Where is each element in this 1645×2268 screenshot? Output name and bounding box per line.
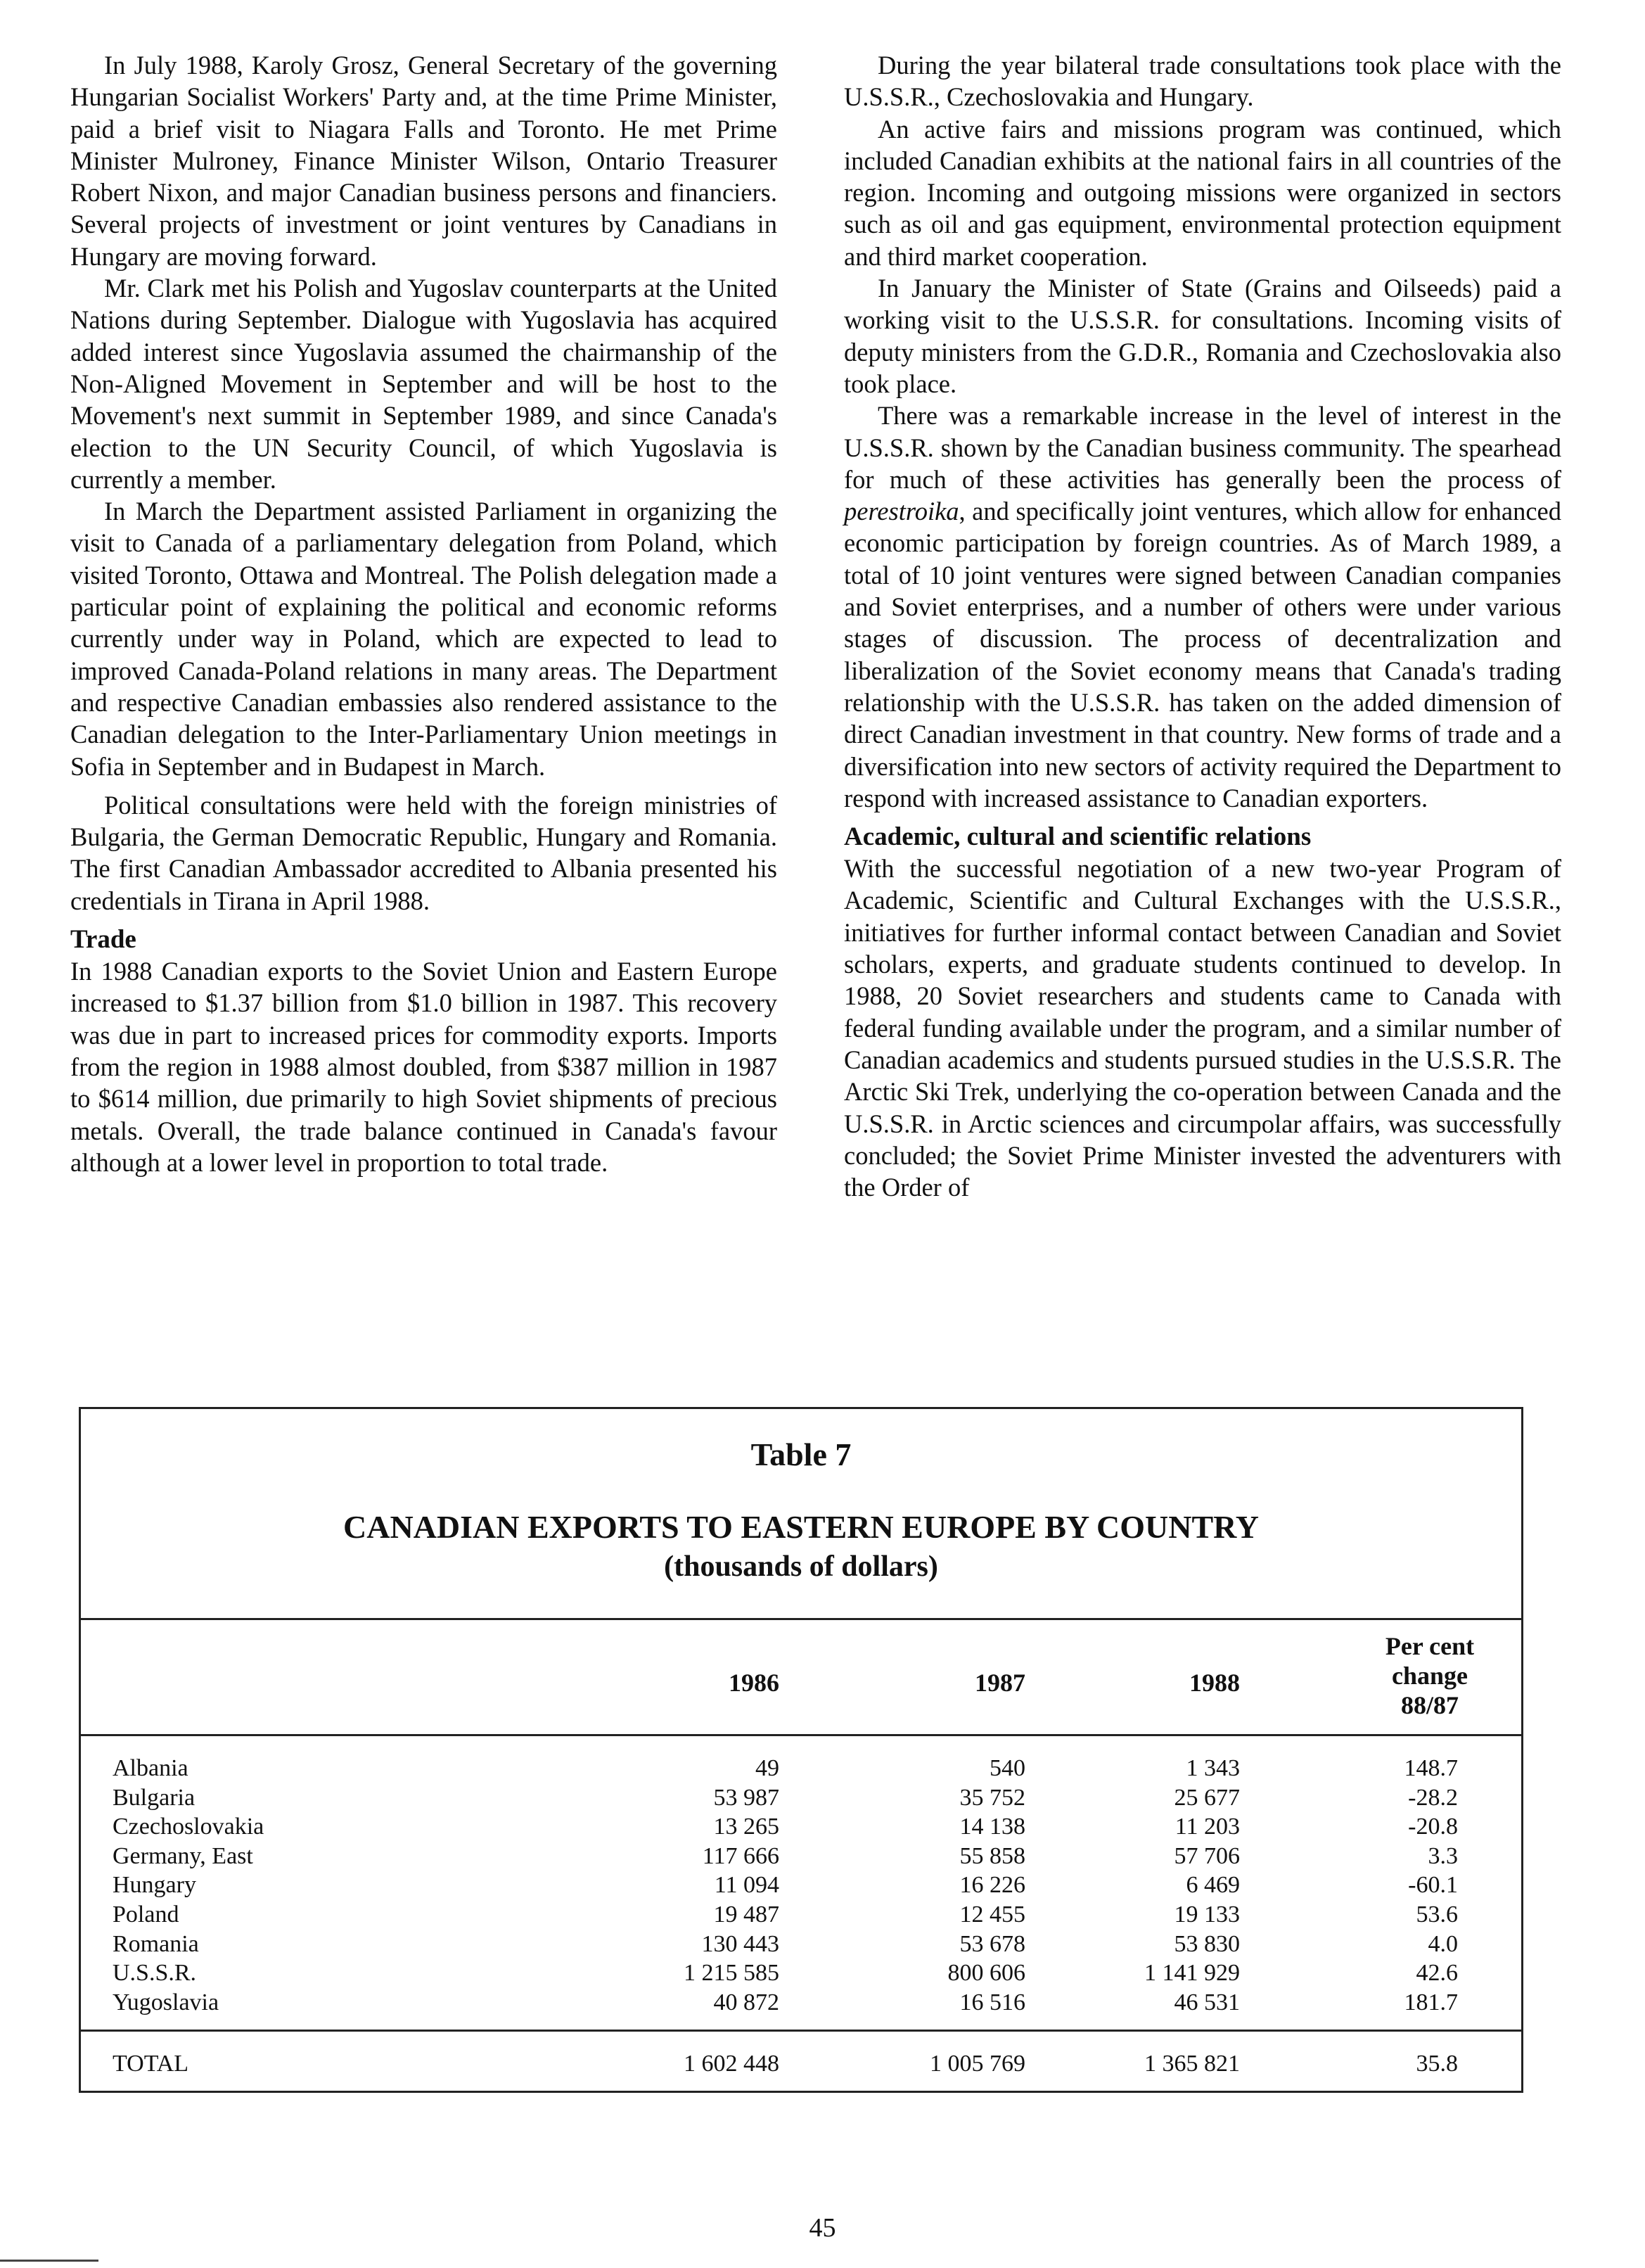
- value-1987: 14 138: [959, 1814, 1025, 1840]
- value-1988: 6 469: [1186, 1872, 1240, 1899]
- value-1986: 19 487: [713, 1901, 779, 1928]
- value-1988: 11 203: [1174, 1814, 1240, 1840]
- table-row: [81, 1958, 1521, 1988]
- table-subtitle: (thousands of dollars): [664, 1550, 938, 1583]
- value-percent-change: 4.0: [1428, 1930, 1458, 1957]
- paragraph-text: , and specifically joint ventures, which allow for enhanced economic participation by foreign countries. As of March 1989, a total of 10 joint ventures were signed between Canadian companies and Soviet enterprises, and a number of others were under various stages of discussion. The process of decentralization and liberalization of the Soviet economy means that Canada's trading relationship with the U.S.S.R. has taken on the added dimension of direct Canadian investment in that country. New forms of trade and a diversification into new sectors of activity required the Department to respond with increased assistance to Canadian exporters.: [844, 497, 1561, 813]
- value-1988: 46 531: [1174, 1989, 1240, 2015]
- value-1988: 19 133: [1174, 1901, 1240, 1928]
- table-row: [81, 1871, 1521, 1900]
- right-column: [844, 49, 1561, 1203]
- paragraph: In January the Minister of State (Grains and Oilseeds) paid a working visit to the U.S.S.R. for consultations. Incoming visits of deputy ministers from the G.D.R., Romania and Czechoslovakia also took place.: [844, 274, 1561, 398]
- header-percent-change: [1359, 1631, 1500, 1720]
- value-1986: 1 215 585: [684, 1960, 779, 1987]
- table-row: [81, 1842, 1521, 1871]
- exports-table: [79, 1407, 1523, 2093]
- value-1988: 1 343: [1186, 1755, 1240, 1781]
- value-1986: 117 666: [702, 1842, 779, 1869]
- value-1986: 40 872: [713, 1989, 779, 2015]
- paragraph-text: There was a remarkable increase in the level of interest in the U.S.S.R. shown by the Canadian business community. The spearhead for much of these activities has generally been the process of: [844, 401, 1561, 494]
- table-rule: [81, 2030, 1521, 2032]
- table-row: [81, 1930, 1521, 1959]
- value-percent-change: -60.1: [1408, 1872, 1458, 1899]
- value-percent-change: -28.2: [1408, 1784, 1458, 1811]
- table-rule: [81, 1618, 1521, 1620]
- paragraph: An active fairs and missions program was continued, which included Canadian exhibits at the national fairs in all countries of the region. Incoming and outgoing missions were organized in sectors such as oil and gas equipment, environmental protection equipment and third market cooperation.: [844, 114, 1561, 271]
- table-label: Table 7: [750, 1436, 852, 1472]
- paragraph: During the year bilateral trade consultations took place with the U.S.S.R., Czechoslovakia and Hungary.: [844, 51, 1561, 112]
- paragraph: [844, 400, 1561, 814]
- value-1986: 13 265: [713, 1814, 779, 1840]
- value-1986: 49: [755, 1755, 779, 1781]
- paragraph: Mr. Clark met his Polish and Yugoslav counterparts at the United Nations during September. Dialogue with Yugoslavia has acquired added interest since Yugoslavia assumed the chairmanship of the Non-Aligned Movement in September and will be host to the Movement's next summit in September 1989, and since Canada's election to the UN Security Council, of which Yugoslavia is currently a member.: [70, 274, 777, 494]
- section-heading-academic: Academic, cultural and scientific relations: [844, 822, 1312, 852]
- header-1987: 1987: [975, 1669, 1025, 1697]
- value-1988: 1 365 821: [1144, 2051, 1240, 2077]
- country-cell: Yugoslavia: [113, 1989, 219, 2015]
- left-column: [70, 49, 777, 1178]
- value-1986: 11 094: [714, 1872, 779, 1899]
- value-1987: 55 858: [959, 1842, 1025, 1869]
- country-cell: U.S.S.R.: [113, 1960, 197, 1987]
- value-1987: 16 226: [959, 1872, 1025, 1899]
- value-1987: 540: [990, 1755, 1025, 1781]
- value-1988: 57 706: [1174, 1842, 1240, 1869]
- header-1988: 1988: [1189, 1669, 1240, 1697]
- paragraph: With the successful negotiation of a new two-year Program of Academic, Scientific and Cultural Exchanges with the U.S.S.R., initiatives for further informal contact between Canadian and Soviet scholars, experts, and graduate students continued to develop. In 1988, 20 Soviet researchers and students came to Canada with federal funding available under the program, and a similar number of Canadian academics and students pursued studies in the U.S.S.R. The Arctic Ski Trek, underlying the co-operation between Canada and the U.S.S.R. in Arctic sciences and circumpolar affairs, was successfully concluded; the Soviet Prime Minister invested the adventurers with the Order of: [844, 854, 1561, 1202]
- value-1987: 35 752: [959, 1784, 1025, 1811]
- value-1986: 53 987: [713, 1784, 779, 1811]
- paragraph: In July 1988, Karoly Grosz, General Secretary of the governing Hungarian Socialist Workers' Party and, at the time Prime Minister, paid a brief visit to Niagara Falls and Toronto. He met Prime Minister Mulroney, Finance Minister Wilson, Ontario Treasurer Robert Nixon, and major Canadian business persons and financiers. Several projects of investment or joint ventures by Canadians in Hungary are moving forward.: [70, 51, 777, 271]
- table-row-total: [81, 2049, 1521, 2079]
- italic-term: perestroika: [844, 497, 959, 526]
- value-percent-change: 148.7: [1404, 1755, 1458, 1781]
- country-cell: Romania: [113, 1930, 199, 1957]
- value-percent-change: 181.7: [1404, 1989, 1458, 2015]
- value-1987: 12 455: [959, 1901, 1025, 1928]
- page-number: 45: [809, 2213, 836, 2243]
- country-cell: Czechoslovakia: [113, 1814, 264, 1840]
- header-pc-line1: Per cent: [1385, 1632, 1475, 1660]
- paragraph: In 1988 Canadian exports to the Soviet Union and Eastern Europe increased to $1.37 billion from $1.0 billion in 1987. This recovery was due in part to increased prices for commodity exports. Imports from the region in 1988 almost doubled, from $387 million in 1987 to $614 million, due primarily to high Soviet shipments of precious metals. Overall, the trade balance continued in Canada's favour although at a lower level in proportion to total trade.: [70, 957, 777, 1177]
- value-1987: 16 516: [959, 1989, 1025, 2015]
- country-cell: Germany, East: [113, 1842, 253, 1869]
- value-percent-change: 3.3: [1428, 1842, 1458, 1869]
- value-percent-change: 42.6: [1416, 1960, 1458, 1987]
- table-rule: [81, 1734, 1521, 1736]
- value-percent-change: -20.8: [1408, 1814, 1458, 1840]
- section-heading-trade: Trade: [70, 925, 136, 955]
- country-cell: Bulgaria: [113, 1784, 196, 1811]
- table-row: [81, 1988, 1521, 2018]
- value-1986: 130 443: [701, 1930, 779, 1957]
- country-cell: Hungary: [113, 1872, 196, 1899]
- value-percent-change: 53.6: [1416, 1901, 1458, 1928]
- table-title: CANADIAN EXPORTS TO EASTERN EUROPE BY COUNTRY: [343, 1509, 1259, 1545]
- table-row: [81, 1783, 1521, 1813]
- page-edge-line: [0, 2260, 98, 2262]
- value-1988: 1 141 929: [1144, 1960, 1240, 1987]
- country-cell: Albania: [113, 1755, 188, 1781]
- header-pc-line2: change: [1392, 1662, 1468, 1690]
- header-1986: 1986: [729, 1669, 779, 1697]
- value-1987: 800 606: [947, 1960, 1025, 1987]
- paragraph: Political consultations were held with the foreign ministries of Bulgaria, the German Democratic Republic, Hungary and Romania. The first Canadian Ambassador accredited to Albania presented his credentials in Tirana in April 1988.: [70, 790, 777, 915]
- country-cell: TOTAL: [113, 2051, 189, 2077]
- value-1986: 1 602 448: [684, 2051, 779, 2077]
- value-1988: 25 677: [1174, 1784, 1240, 1811]
- value-percent-change: 35.8: [1416, 2051, 1458, 2077]
- table-row: [81, 1900, 1521, 1930]
- header-pc-line3: 88/87: [1400, 1691, 1459, 1719]
- paragraph: In March the Department assisted Parliament in organizing the visit to Canada of a parliamentary delegation from Poland, which visited Toronto, Ottawa and Montreal. The Polish delegation made a particular point of explaining the political and economic reforms currently under way in Poland, which are expected to lead to improved Canada-Poland relations in many areas. The Department and respective Canadian embassies also rendered assistance to the Canadian delegation to the Inter-Parliamentary Union meetings in Sofia in September and in Budapest in March.: [70, 497, 777, 781]
- table-row: [81, 1812, 1521, 1842]
- value-1987: 53 678: [959, 1930, 1025, 1957]
- table-row: [81, 1754, 1521, 1783]
- value-1987: 1 005 769: [930, 2051, 1025, 2077]
- country-cell: Poland: [113, 1901, 179, 1928]
- value-1988: 53 830: [1174, 1930, 1240, 1957]
